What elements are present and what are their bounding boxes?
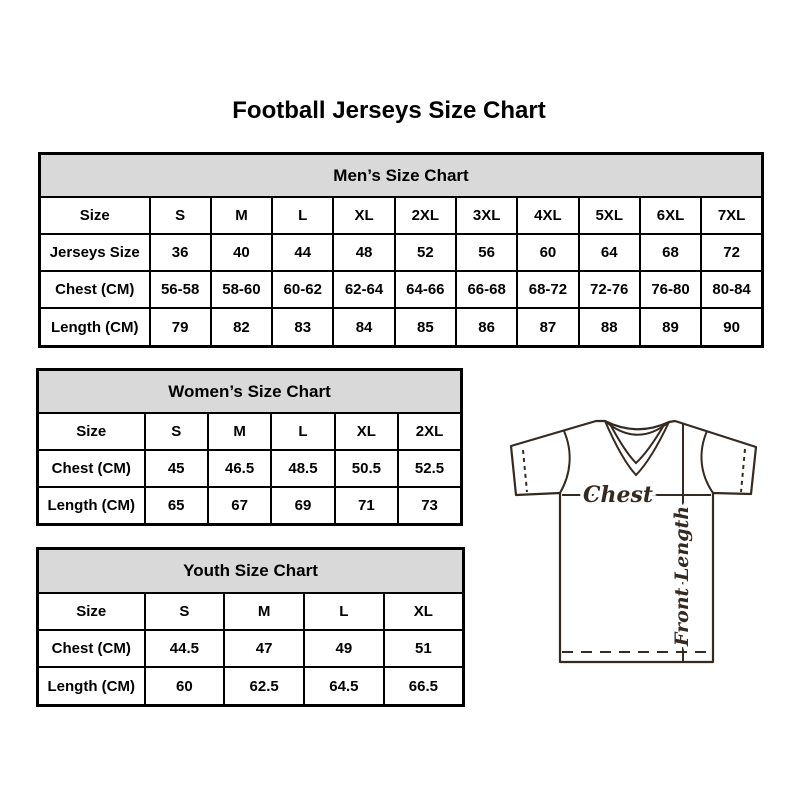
row-header-cell: Length (CM) (38, 487, 145, 525)
value-cell: 44 (272, 234, 333, 271)
value-cell: 76-80 (640, 271, 701, 308)
value-cell: L (272, 197, 333, 234)
value-cell: 64 (579, 234, 640, 271)
table-title: Youth Size Chart (38, 549, 464, 593)
value-cell: 45 (145, 450, 208, 487)
value-cell: 4XL (517, 197, 578, 234)
row-header-cell: Chest (CM) (38, 630, 145, 667)
value-cell: 89 (640, 308, 701, 346)
value-cell: 79 (150, 308, 211, 346)
value-cell: S (145, 593, 225, 630)
value-cell: 73 (398, 487, 461, 525)
table-row (38, 593, 464, 630)
value-cell: 69 (271, 487, 334, 525)
value-cell: 52.5 (398, 450, 461, 487)
value-cell: 49 (304, 630, 384, 667)
table-row (40, 308, 763, 346)
value-cell: 51 (384, 630, 464, 667)
value-cell: L (304, 593, 384, 630)
value-cell: 36 (150, 234, 211, 271)
value-cell: 71 (335, 487, 398, 525)
table-header-row (38, 549, 464, 593)
table-row (40, 197, 763, 234)
value-cell: 44.5 (145, 630, 225, 667)
value-cell: 72 (701, 234, 762, 271)
value-cell: 66.5 (384, 667, 464, 705)
value-cell: 82 (211, 308, 272, 346)
row-header-cell: Chest (CM) (38, 450, 145, 487)
right-cuff-dashed-line (741, 449, 745, 492)
right-armhole-seam (701, 431, 713, 493)
chest-label: Chest (582, 482, 654, 508)
value-cell: 80-84 (701, 271, 762, 308)
value-cell: 52 (395, 234, 456, 271)
table-header-row (38, 370, 462, 414)
row-header-cell: Chest (CM) (40, 271, 150, 308)
table-row (38, 450, 462, 487)
row-header-cell: Jerseys Size (40, 234, 150, 271)
value-cell: 60-62 (272, 271, 333, 308)
value-cell: 50.5 (335, 450, 398, 487)
value-cell: 6XL (640, 197, 701, 234)
page-title: Football Jerseys Size Chart (232, 97, 546, 124)
table-row (40, 234, 763, 271)
value-cell: 85 (395, 308, 456, 346)
womens-size-table (36, 368, 463, 526)
value-cell: 2XL (395, 197, 456, 234)
value-cell: 3XL (456, 197, 517, 234)
value-cell: M (224, 593, 304, 630)
value-cell: 60 (517, 234, 578, 271)
value-cell: 56 (456, 234, 517, 271)
table-header-row (40, 154, 763, 198)
table-row (38, 667, 464, 705)
value-cell: 40 (211, 234, 272, 271)
value-cell: 67 (208, 487, 271, 525)
front-length-label: Front Length (671, 505, 693, 647)
value-cell: 68 (640, 234, 701, 271)
jersey-outline (511, 421, 756, 662)
value-cell: S (145, 413, 208, 450)
value-cell: 7XL (701, 197, 762, 234)
value-cell: 68-72 (517, 271, 578, 308)
value-cell: 88 (579, 308, 640, 346)
value-cell: L (271, 413, 334, 450)
youth-size-table (36, 547, 465, 707)
jersey-measurement-diagram (498, 404, 770, 676)
mens-size-table (38, 152, 764, 348)
table-row (38, 630, 464, 667)
table-title: Women’s Size Chart (38, 370, 462, 414)
row-header-cell: Length (CM) (38, 667, 145, 705)
value-cell: 56-58 (150, 271, 211, 308)
row-header-cell: Length (CM) (40, 308, 150, 346)
value-cell: 62-64 (333, 271, 394, 308)
value-cell: 48 (333, 234, 394, 271)
table-title: Men’s Size Chart (40, 154, 763, 198)
value-cell: M (211, 197, 272, 234)
value-cell: 48.5 (271, 450, 334, 487)
value-cell: 60 (145, 667, 225, 705)
value-cell: 2XL (398, 413, 461, 450)
value-cell: 62.5 (224, 667, 304, 705)
value-cell: 64-66 (395, 271, 456, 308)
value-cell: 87 (517, 308, 578, 346)
table-row (38, 487, 462, 525)
value-cell: 65 (145, 487, 208, 525)
value-cell: 84 (333, 308, 394, 346)
value-cell: 46.5 (208, 450, 271, 487)
row-header-cell: Size (38, 593, 145, 630)
value-cell: XL (384, 593, 464, 630)
value-cell: 58-60 (211, 271, 272, 308)
left-armhole-seam (560, 431, 570, 493)
value-cell: 5XL (579, 197, 640, 234)
value-cell: 64.5 (304, 667, 384, 705)
row-header-cell: Size (40, 197, 150, 234)
value-cell: XL (335, 413, 398, 450)
table-row (40, 271, 763, 308)
value-cell: M (208, 413, 271, 450)
table-row (38, 413, 462, 450)
row-header-cell: Size (38, 413, 145, 450)
value-cell: 72-76 (579, 271, 640, 308)
value-cell: 86 (456, 308, 517, 346)
left-cuff-dashed-line (523, 450, 527, 492)
value-cell: S (150, 197, 211, 234)
value-cell: 47 (224, 630, 304, 667)
value-cell: XL (333, 197, 394, 234)
value-cell: 66-68 (456, 271, 517, 308)
value-cell: 90 (701, 308, 762, 346)
value-cell: 83 (272, 308, 333, 346)
